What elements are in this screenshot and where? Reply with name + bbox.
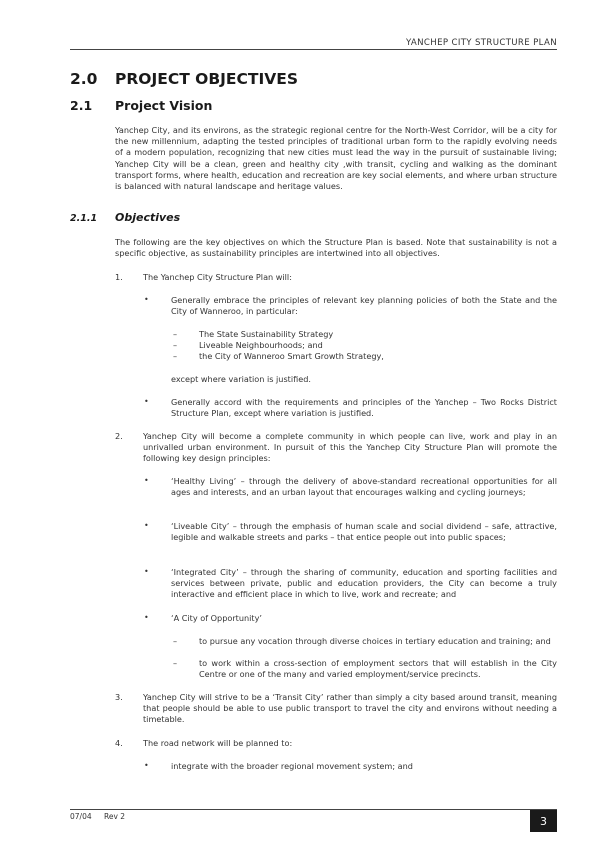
list-item: Generally accord with the requirements and principles of the Yanchep – Two Rocks District Structure Plan, except where variation is justified. bbox=[171, 397, 557, 419]
list-item: ‘A City of Opportunity’ bbox=[171, 613, 262, 623]
dash-icon: – bbox=[173, 636, 178, 646]
list-item: ‘Integrated City’ – through the sharing of community, education and sporting facilities and services between private, public and education providers, the City can become a truly interactive and efficient place in which to live, work and recreate; and bbox=[171, 567, 557, 600]
objectives-intro: The following are the key objectives on which the Structure Plan is based. Note that sustainability is not a specific objective, as sustainability principles are intertwined into all objectives. bbox=[115, 237, 557, 259]
subsubsection-title: Objectives bbox=[115, 211, 181, 224]
dash-icon: – bbox=[173, 340, 178, 350]
list-item: ‘Healthy Living’ – through the delivery of above-standard recreational opportunities for all ages and interests, and an urban layout that encourages walking and cycling journeys; bbox=[171, 476, 557, 498]
dash-icon: – bbox=[173, 658, 178, 668]
dash-icon: – bbox=[173, 351, 178, 361]
list-subitem: to work within a cross-section of employment sectors that will establish in the City Centre or one of the many and varied employment/service precincts. bbox=[199, 658, 557, 680]
item-number: 2. bbox=[115, 431, 123, 441]
list-item-continuation: except where variation is justified. bbox=[171, 374, 311, 384]
bullet-icon: • bbox=[144, 476, 149, 485]
item-number: 4. bbox=[115, 738, 123, 748]
section-number: 2.0 bbox=[70, 70, 98, 88]
dash-icon: – bbox=[173, 329, 178, 339]
subsubsection-heading bbox=[70, 211, 180, 224]
running-header: YANCHEP CITY STRUCTURE PLAN bbox=[405, 38, 557, 48]
header-rule bbox=[70, 49, 557, 50]
list-item: integrate with the broader regional movement system; and bbox=[171, 761, 413, 771]
list-item: Generally embrace the principles of relevant key planning policies of both the State and the City of Wanneroo, in particular: bbox=[171, 295, 557, 317]
footer-revision: Rev 2 bbox=[104, 812, 126, 821]
bullet-icon: • bbox=[144, 567, 149, 576]
bullet-icon: • bbox=[144, 521, 149, 530]
item-text: The road network will be planned to: bbox=[143, 738, 293, 748]
bullet-icon: • bbox=[144, 613, 149, 622]
bullet-icon: • bbox=[144, 397, 149, 406]
subsection-number: 2.1 bbox=[70, 98, 93, 113]
item-text: Yanchep City will become a complete community in which people can live, work and play in an unrivalled urban environment. In pursuit of this the Yanchep City Structure Plan will promote the following key design principles: bbox=[143, 431, 557, 464]
footer-date: 07/04 bbox=[70, 812, 92, 821]
section-heading bbox=[70, 70, 298, 88]
list-item: ‘Liveable City’ – through the emphasis of human scale and social dividend – safe, attractive, legible and walkable streets and parks – that entice people out into public spaces; bbox=[171, 521, 557, 543]
subsubsection-number: 2.1.1 bbox=[70, 213, 98, 224]
item-text: The Yanchep City Structure Plan will: bbox=[143, 272, 292, 282]
subsection-title: Project Vision bbox=[115, 98, 213, 113]
section-title: PROJECT OBJECTIVES bbox=[115, 70, 298, 88]
subsection-heading bbox=[70, 98, 212, 113]
list-subitem: The State Sustainability Strategy bbox=[199, 329, 334, 339]
vision-paragraph: Yanchep City, and its environs, as the strategic regional centre for the North-West Corridor, will be a city for the new millennium, adapting the tested principles of traditional urban form to the rapidly evolving needs of a modern population, recognizing that new cities must lead the way in the pursuit of sustainable living; Yanchep City will be a clean, green and healthy city ,with transit, cycling and walking as the dominant transport forms, where health, education and recreation are key social elements, and where urban structure is balanced with natural landscape and heritage values. bbox=[115, 125, 557, 192]
item-number: 3. bbox=[115, 692, 123, 702]
list-subitem: to pursue any vocation through diverse choices in tertiary education and training; and bbox=[199, 636, 551, 646]
footer-rule bbox=[70, 809, 557, 810]
list-subitem: the City of Wanneroo Smart Growth Strategy, bbox=[199, 351, 384, 361]
bullet-icon: • bbox=[144, 761, 149, 770]
item-text: Yanchep City will strive to be a ‘Transit City’ rather than simply a city based around transit, meaning that people should be able to use public transport to travel the city and environs without needing a timetable. bbox=[143, 692, 557, 725]
item-number: 1. bbox=[115, 272, 123, 282]
bullet-icon: • bbox=[144, 295, 149, 304]
list-subitem: Liveable Neighbourhoods; and bbox=[199, 340, 323, 350]
page-number: 3 bbox=[530, 810, 557, 832]
